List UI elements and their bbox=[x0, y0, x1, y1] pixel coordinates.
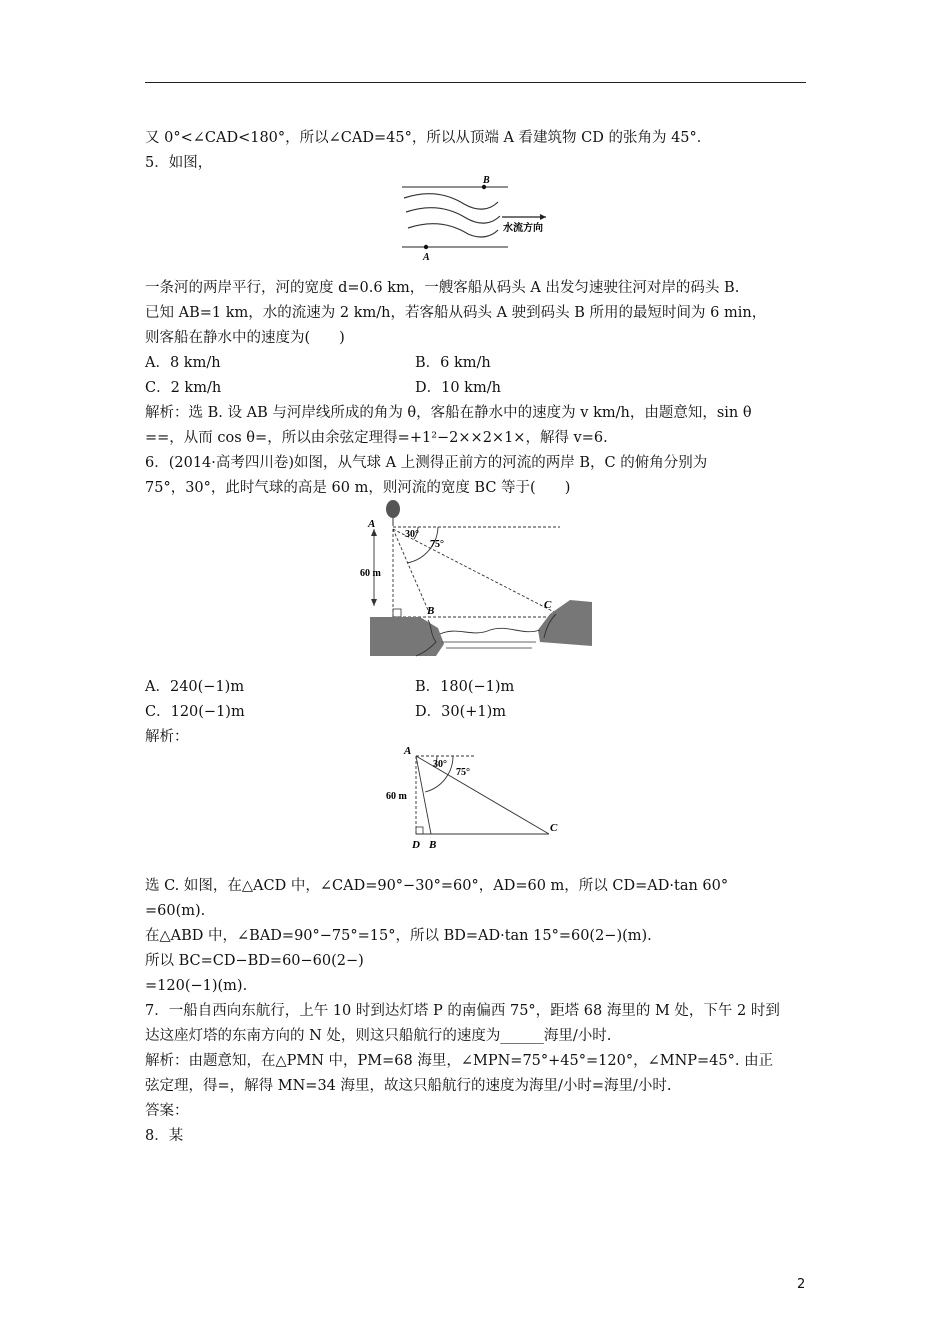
point-a-marker bbox=[424, 245, 428, 249]
angle-75: 75° bbox=[430, 539, 444, 550]
question-5-header: 5．如图， bbox=[145, 155, 213, 171]
option-a: A．8 km/h bbox=[145, 355, 221, 371]
question-8-header: 8．某 bbox=[145, 1128, 184, 1144]
text-line: 则客船在静水中的速度为( ) bbox=[145, 330, 345, 346]
flow-direction-label: 水流方向 bbox=[503, 223, 543, 234]
wave-line bbox=[406, 208, 500, 223]
angle-75: 75° bbox=[456, 767, 470, 778]
solution-line: =60(m). bbox=[145, 903, 206, 919]
wave-line bbox=[408, 224, 498, 237]
solution-line: =120(−1)(m). bbox=[145, 978, 248, 994]
label-d: D bbox=[412, 839, 420, 851]
label-c: C bbox=[550, 822, 558, 834]
label-b: B bbox=[483, 175, 490, 186]
wave-line bbox=[404, 194, 498, 209]
question-6-header: 6．(2014·高考四川卷)如图，从气球 A 上测得正前方的河流的两岸 B，C 的俯角分别为 bbox=[145, 455, 708, 471]
label-b: B bbox=[427, 605, 435, 617]
height-label: 60 m bbox=[386, 791, 407, 802]
label-c: C bbox=[544, 599, 552, 611]
option-d: D．30(+1)m bbox=[415, 704, 507, 720]
option-d: D．10 km/h bbox=[415, 380, 501, 396]
option-b: B．180(−1)m bbox=[415, 679, 515, 695]
answer-label: 答案： bbox=[145, 1103, 189, 1119]
label-a: A bbox=[404, 745, 412, 757]
triangle-figure bbox=[385, 742, 567, 854]
option-c: C．2 km/h bbox=[145, 380, 222, 396]
solution-line: ==，从而 cos θ=，所以由余弦定理得=+1²−2××2×1×，解得 v=6. bbox=[145, 430, 608, 446]
river-surface bbox=[440, 628, 540, 634]
label-b: B bbox=[429, 839, 437, 851]
text-line: 达这座灯塔的东南方向的 N 处，则这只船航行的速度为______海里/小时. bbox=[145, 1028, 612, 1044]
option-a: A．240(−1)m bbox=[145, 679, 245, 695]
label-a: A bbox=[368, 518, 376, 530]
solution-line: 选 C. 如图，在△ACD 中，∠CAD=90°−30°=60°，AD=60 m，所以 CD=AD·tan 60° bbox=[145, 878, 729, 894]
solution-line: 解析：由题意知，在△PMN 中，PM=68 海里，∠MPN=75°+45°=120°，∠MNP=45°. 由正 bbox=[145, 1053, 774, 1069]
solution-label: 解析： bbox=[145, 729, 189, 745]
question-7-header: 7．一船自西向东航行，上午 10 时到达灯塔 P 的南偏西 75°，距塔 68 海里的 M 处，下午 2 时到 bbox=[145, 1003, 780, 1019]
solution-line: 所以 BC=CD−BD=60−60(2−) bbox=[145, 953, 364, 969]
page-number: 2 bbox=[797, 1277, 806, 1292]
option-b: B．6 km/h bbox=[415, 355, 491, 371]
header-rule bbox=[145, 82, 806, 83]
angle-30: 30° bbox=[405, 529, 419, 540]
sight-line-b bbox=[393, 529, 428, 610]
balloon-icon bbox=[386, 500, 400, 518]
sight-line-c bbox=[393, 529, 558, 614]
solution-line: 在△ABD 中，∠BAD=90°−75°=15°，所以 BD=AD·tan 15°=60(2−)(m). bbox=[145, 928, 652, 944]
angle-30: 30° bbox=[433, 759, 447, 770]
text-line: 已知 AB=1 km，水的流速为 2 km/h，若客船从码头 A 驶到码头 B 所用的最短时间为 6 min， bbox=[145, 305, 767, 321]
height-label: 60 m bbox=[360, 568, 381, 579]
label-a: A bbox=[423, 252, 430, 263]
arrowhead bbox=[540, 214, 546, 220]
text-line: 75°，30°，此时气球的高是 60 m，则河流的宽度 BC 等于( ) bbox=[145, 480, 571, 496]
solution-line: 弦定理，得=，解得 MN=34 海里，故这只船航行的速度为海里/小时=海里/小时. bbox=[145, 1078, 672, 1094]
option-c: C．120(−1)m bbox=[145, 704, 245, 720]
line-ab bbox=[416, 756, 431, 834]
text-line: 一条河的两岸平行，河的宽度 d=0.6 km，一艘客船从码头 A 出发匀速驶往河对岸的码头 B. bbox=[145, 280, 740, 296]
river-figure bbox=[398, 172, 558, 264]
balloon-river-figure bbox=[360, 496, 596, 662]
solution-line: 解析：选 B. 设 AB 与河岸线所成的角为 θ，客船在静水中的速度为 v km/h，由题意知，sin θ bbox=[145, 405, 752, 421]
text-line: 又 0°<∠CAD<180°，所以∠CAD=45°，所以从顶端 A 看建筑物 CD 的张角为 45°． bbox=[145, 130, 712, 146]
